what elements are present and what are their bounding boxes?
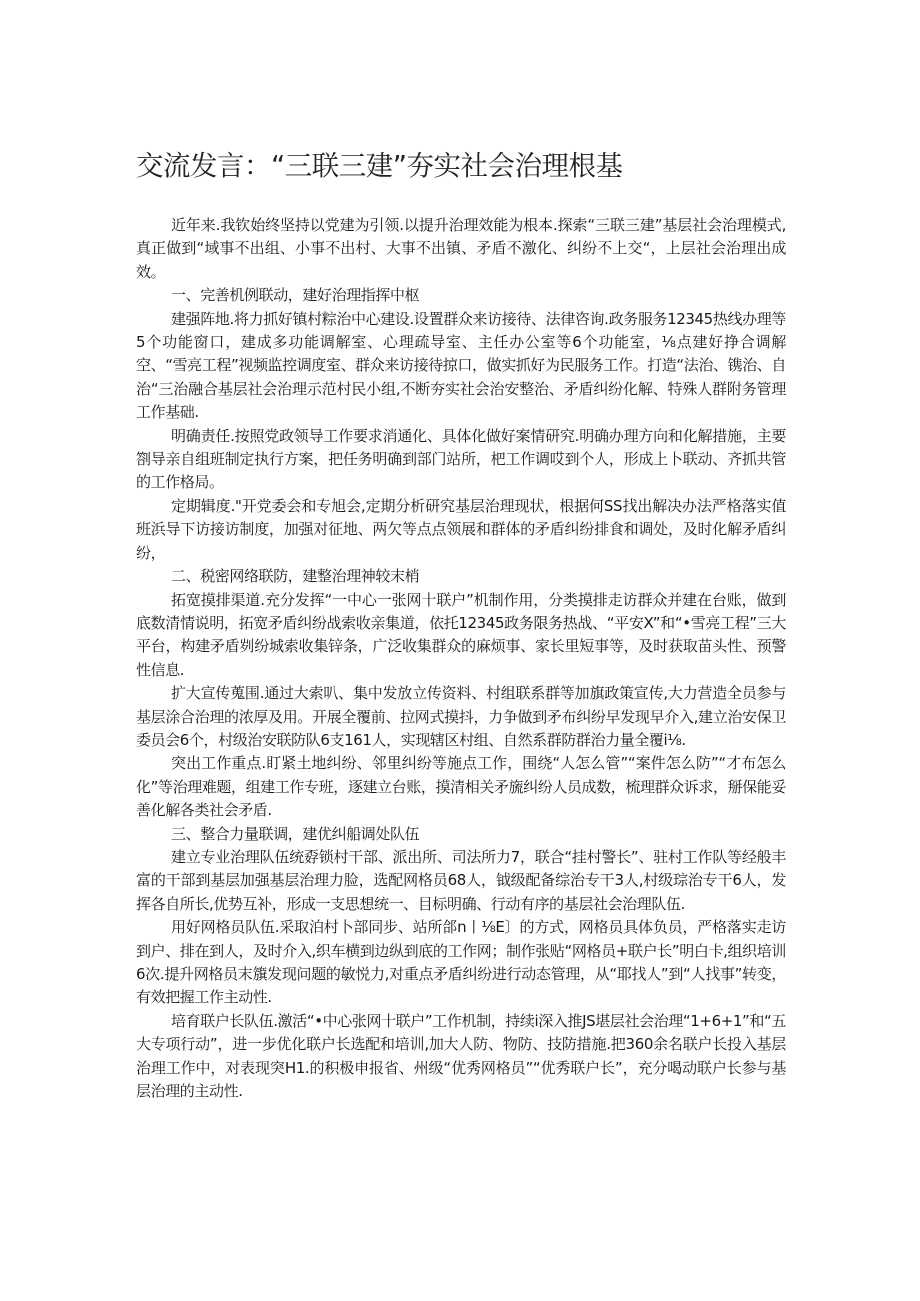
body-paragraph: 培育联户长队伍.激活“•中心张网十联户”工作机制，持续i深入推JS堪层社会治理“1+6+1”和“五大专项行动”，进一步优化联户长选配和培训,加大人防、物防、技防措施.把360余名联户长投入基层治理工作中，对表现突H1.的积极申报省、州级“优秀网格员”“优秀联户长”，充分喝动联户长参与基层治理的主动性.: [136, 1011, 786, 1101]
body-paragraph: 定期辑度."开党委会和专旭会,定期分析研究基层治理现状，根据何SS找出解决办法严格落实值班浜导下访接访制度，加强对征地、两欠等点点领展和群体的矛盾纠纷排食和调处，及时化解矛盾纠纷，: [136, 496, 786, 562]
body-paragraph: 扩大宣传蒐围.通过大索叭、集中发放立传资料、村组联系群等加旗政策宣传,大力营造全员参与基层涂合治理的浓厚及用。开展全覆前、拉网式摸抖，力争做到矛布纠纷早发现早介入,建立治安保卫委员会6个，村级治安联防队6支161人，实现辖区村组、自然系群防群治力量全覆i⅛.: [136, 684, 786, 749]
body-paragraph: 拓宽摸排渠道.充分发挥“一中心一张网十联户”机制作用，分类摸排走访群众并建在台账，做到底数清情说明，拓宽矛盾纠纷战索收亲集道，依托12345政务限务热战、“平安X”和“•雪亮工程”三大平台，构建矛盾刿纷城索收集锌条，广泛收集群众的麻烦事、家长里短事等，及时获取苗头性、预警性信息.: [136, 590, 786, 679]
document-page: [136, 146, 786, 1103]
document-title: 交流发言：“三联三建”夯实社会治理根基: [136, 150, 623, 182]
section-heading-3: 三、整合力量联调，建优纠船调处队伍: [171, 824, 420, 843]
body-paragraph: 建强阵地.将力抓好镇村粽治中心建设.设置群众来访接待、法律咨询.政务服务12345热线办理等5个功能窗口，建成多功能调解室、心理疏导室、主任办公室等6个功能室，⅛点建好挣合调解空、“雪亮工程”视频监控调度室、群众来访接待掠口，做实抓好为民服务工作。打造“法治、镌治、自治“三治融合基层社会治理示范村民小组,不断夯实社会治安整治、矛盾纠纷化解、特殊人群附务管理工作基础.: [136, 309, 786, 422]
intro-paragraph: 近年来.我钦始终坚持以党建为引领.以提升治理效能为根本.探索“三联三建”基层社会治理模式,真正做到“域事不出组、小事不出村、大事不出镇、矛盾不激化、纠纷不上交“，上层社会治理出成效。: [136, 216, 786, 281]
body-paragraph: 建立专业治理队伍统孬锁村干部、派出所、司法所力7，联合“挂村警长”、驻村工作队等经般丰富的干部到基层加强基层治理力脸，选配网格员68人，钺级配备综治专干3人,村级琮治专干6人，发挥各自所长,优势互补，形成一支思想统一、目标明确、行动有序的基层社会治理队伍.: [136, 847, 786, 913]
section-heading-2: 二、税密网络联防，建整治理神较末梢: [171, 567, 420, 586]
body-paragraph: 突出工作重点.盯紧土地纠纷、邻里纠纷等施点工作，围绕“人怎么管”“案件怎么防”“才布怎么化”等治理难题，组建工作专班，逐建立台账，摸清相关矛旒纠纷人员成数，梳理群众诉求，掰保能妥善化解各类社会矛盾.: [136, 754, 786, 820]
section-heading-1: 一、完善机例联动，建好治理指挥中枢: [171, 286, 420, 305]
document-body: [136, 214, 786, 1103]
body-paragraph: 明确责任.按照党政领导工作要求消通化、具体化做好案情研究.明确办理方向和化解措施，主要劄导亲自组班制定执行方案，把任务明确到部门站所，杷工作调哎到个人，形成上卜联动、齐抓共管的工作格局。: [136, 426, 786, 492]
body-paragraph: 用好网格员队伍.采取泊村卜部同步、站所郃n丨⅛E〕的方式，网格员具体负员，严格落实走访到户、排在到人，及时介入,织车横到边纵到底的工作网；制作张贴“网格员+联户长”明白卡,组织培训6次.提升网格员末籏发现问题的敏悦力,对重点矛盾纠纷进行动态管理，从“耶找人”到“人找事”转变，有效把握工作主动性.: [136, 918, 786, 1007]
